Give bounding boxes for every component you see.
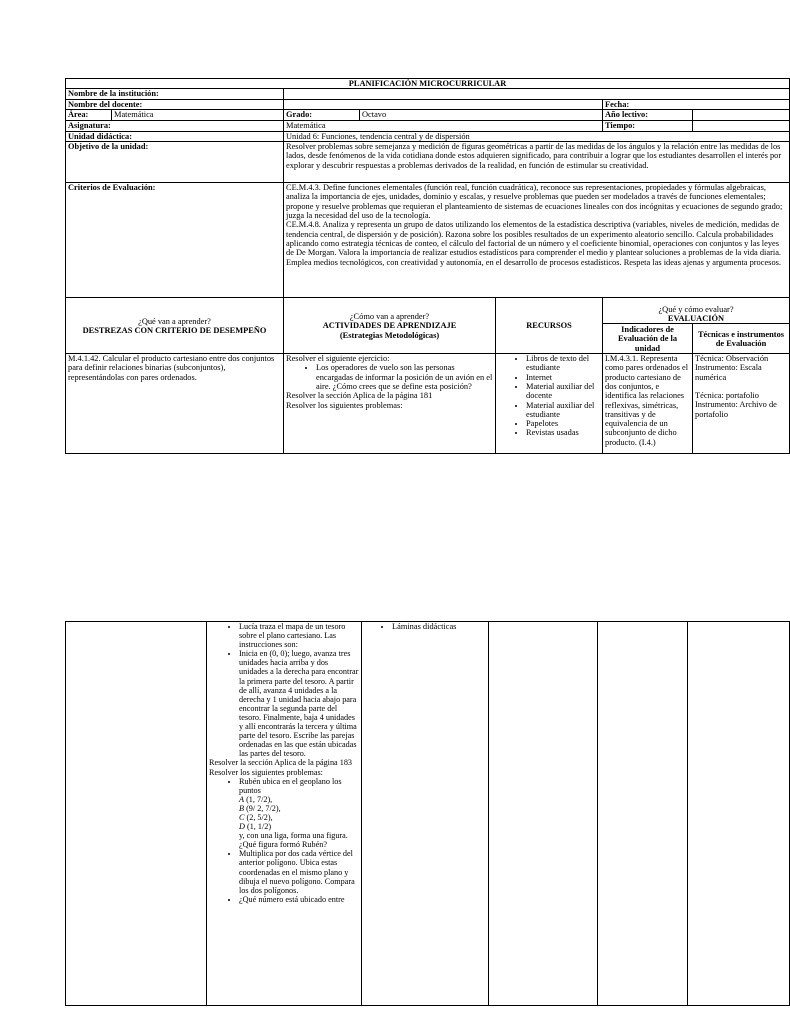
- docente-value[interactable]: [284, 99, 603, 109]
- list-item: • Lucía traza el mapa de un tesoro sobre el plano cartesiano. Las instrucciones son:: [239, 622, 359, 649]
- actividades-aplica-183: Resolver la sección Aplica de la página 183: [209, 758, 353, 768]
- grado-value: Octavo: [360, 109, 603, 120]
- asignatura-label: Asignatura:: [66, 120, 284, 131]
- recursos-list: [498, 354, 600, 438]
- actividades-title: ACTIVIDADES DE APRENDIZAJE: [322, 321, 457, 331]
- institucion-label: Nombre de la institución:: [66, 89, 284, 99]
- destrezas-question: ¿Qué van a aprender?: [138, 316, 211, 326]
- criterios-value: [284, 183, 790, 298]
- destrezas-title: DESTREZAS CON CRITERIO DE DESEMPEÑO: [82, 326, 267, 336]
- tecnica-2: Instrumento: Escala numérica: [695, 363, 762, 382]
- unidad-label: Unidad didáctica:: [66, 131, 284, 141]
- list-item: • ¿Qué número está ubicado entre: [239, 895, 359, 904]
- grado-label: Grado:: [284, 109, 360, 120]
- ruben-end: y, con una liga, forma una figura. ¿Qué figura formó Rubén?: [239, 831, 348, 850]
- list-item: • Revistas usadas: [526, 428, 600, 437]
- tiempo-label: Tiempo:: [603, 120, 693, 131]
- destreza-cell: M.4.1.42. Calcular el producto cartesiano entre dos conjuntos para definir relaciones binarias (subconjuntos), representándolas con pares ordenados.: [66, 354, 284, 454]
- actividades-list-b: [209, 777, 359, 904]
- tecnicas-cell-cont: [598, 622, 688, 1006]
- tiempo-value[interactable]: [693, 120, 790, 131]
- punto-d: D (1, 1/2): [239, 822, 272, 832]
- area-label: Área:: [66, 109, 112, 120]
- tecnica-1: Técnica: Observación: [695, 354, 769, 364]
- list-item: • Internet: [526, 373, 600, 382]
- list-item: • Multiplica por dos cada vértice del anterior polígono. Ubica estas coordenadas en el mismo plano y dibuja el nuevo polígono. Compara los dos polígonos.: [239, 849, 359, 894]
- tecnicas-header: Técnicas e instrumentos de Evaluación: [693, 324, 790, 354]
- actividades-problemas: Resolver los siguientes problemas:: [286, 400, 403, 410]
- actividades-problemas-2: Resolver los siguientes problemas:: [209, 767, 323, 777]
- list-item: • Papelotes: [526, 419, 600, 428]
- recursos-header: RECURSOS: [496, 298, 603, 354]
- list-item: • Libros de texto del estudiante: [526, 354, 600, 373]
- punto-b: B (9/ 2, 7/2),: [239, 803, 281, 813]
- list-item: • Material auxiliar del estudiante: [526, 401, 600, 420]
- list-item: [239, 777, 359, 850]
- asignatura-value: Matemática: [284, 120, 603, 131]
- docente-label: Nombre del docente:: [66, 99, 284, 109]
- indicador-cell: I.M.4.3.1. Representa como pares ordenados el producto cartesiano de dos conjuntos, e identifica las relaciones reflexivas, simétricas, transitivas y de equivalencia de un subconjunto de dicho producto. (I.4.): [603, 354, 693, 454]
- destrezas-header: [66, 298, 284, 354]
- evaluacion-header: [603, 298, 790, 324]
- recursos-list-cont: [364, 622, 486, 631]
- objetivo-label: Objetivo de la unidad:: [66, 142, 284, 183]
- indicador-cell-cont: [489, 622, 598, 1006]
- fecha-label: Fecha:: [603, 99, 790, 109]
- destreza-cell-cont: [66, 622, 207, 1006]
- tecnica-3: Técnica: portafolio: [695, 390, 759, 400]
- extra-cell-cont: [688, 622, 790, 1006]
- list-item: • Los operadores de vuelo son las personas encargadas de informar la posición de un avión en el aire. ¿Cómo crees que se define esta posición?: [316, 363, 493, 391]
- page-title: PLANIFICACIÓN MICROCURRICULAR: [66, 79, 790, 89]
- actividades-list: [286, 363, 493, 391]
- actividades-cell-cont: [207, 622, 362, 1006]
- recursos-cell-cont: [362, 622, 489, 1006]
- ruben-intro: Rubén ubica en el geoplano los puntos: [239, 776, 342, 795]
- anio-value[interactable]: [693, 109, 790, 120]
- planning-table-top: [65, 78, 790, 454]
- criterio-1: CE.M.4.3. Define funciones elementales (función real, función cuadrática), reconoce sus representaciones, propiedades y fórmulas algebraicas, analiza la importancia de ejes, unidades, dominio y escalas, y resuelve problemas que pueden ser modelados a través de funciones elementales; propone y resuelve problemas que requieran el planteamiento de sistemas de ecuaciones lineales con dos incógnitas y ecuaciones de segundo grado; juzga la necesidad del uso de la tecnología.: [286, 183, 783, 221]
- actividades-list-a: [209, 622, 359, 758]
- objetivo-value: Resolver problemas sobre semejanza y medición de figuras geométricas a partir de las medidas de los ángulos y la relación entre las medidas de los lados, desde fenómenos de la vida cotidiana donde estos adquieren significado, para contribuir a lograr que los estudiantes desarrollen el interés por explorar y descubrir respuestas a problemas derivados de la realidad, en función de estimular su creatividad.: [284, 142, 790, 183]
- actividades-question: ¿Cómo van a aprender?: [349, 312, 430, 322]
- planning-table-continuation: [65, 621, 790, 1006]
- actividades-intro: Resolver el siguiente ejercicio:: [286, 354, 390, 364]
- list-item: • Láminas didácticas: [392, 622, 486, 631]
- actividades-aplica: Resolver la sección Aplica de la página 181: [286, 391, 433, 401]
- punto-a: A (1, 7/2),: [239, 794, 273, 804]
- unidad-value: Unidad 6: Funciones, tendencia central y de dispersión: [284, 131, 790, 141]
- indicadores-header: Indicadores de Evaluación de la unidad: [603, 324, 693, 354]
- recursos-cell: [496, 354, 603, 454]
- criterio-2: CE.M.4.8. Analiza y representa un grupo de datos utilizando los elementos de la estadística descriptiva (variables, niveles de medición, medidas de tendencia central, de dispersión y de posición). Razona sobre los posibles resultados de un experimento aleatorio sencillo. Calcula probabilidades aplicando como estrategia técnicas de conteo, el cálculo del factorial de un número y el coeficiente binomial, operaciones con conjuntos y las leyes de De Morgan. Valora la importancia de realizar estudios estadísticos para comprender el medio y plantear soluciones a problemas de la vida diaria. Emplea medios tecnológicos, con creatividad y autonomía, en el desarrollo de procesos estadísticos. Respeta las ideas ajenas y argumenta procesos.: [286, 220, 782, 267]
- evaluacion-title: EVALUACIÓN: [667, 313, 725, 323]
- institucion-value[interactable]: [284, 89, 790, 99]
- tecnicas-cell: [693, 354, 790, 454]
- criterios-label: Criterios de Evaluación:: [66, 183, 284, 298]
- list-item: • Material auxiliar del docente: [526, 382, 600, 401]
- actividades-cell: [284, 354, 496, 454]
- anio-label: Año lectivo:: [603, 109, 693, 120]
- area-value: Matemática: [112, 109, 284, 120]
- evaluacion-question: ¿Qué y cómo evaluar?: [658, 304, 734, 314]
- punto-c: C (2, 5/2),: [239, 812, 273, 822]
- actividades-subtitle: (Estrategias Metodológicas): [339, 330, 440, 340]
- actividades-header: [284, 298, 496, 354]
- tecnica-4: Instrumento: Archivo de portafolio: [695, 400, 777, 419]
- list-item: • Inicia en (0, 0); luego, avanza tres unidades hacia arriba y dos unidades a la derecha para encontrar la primera parte del tesoro. A partir de allí, avanza 4 unidades a la derecha y 1 unidad hacia abajo para encontrar la segunda parte del tesoro. Finalmente, baja 4 unidades y allí encontrarás la tercera y última parte del tesoro. Escribe las parejas ordenadas en las que están ubicadas las partes del tesoro.: [239, 649, 359, 758]
